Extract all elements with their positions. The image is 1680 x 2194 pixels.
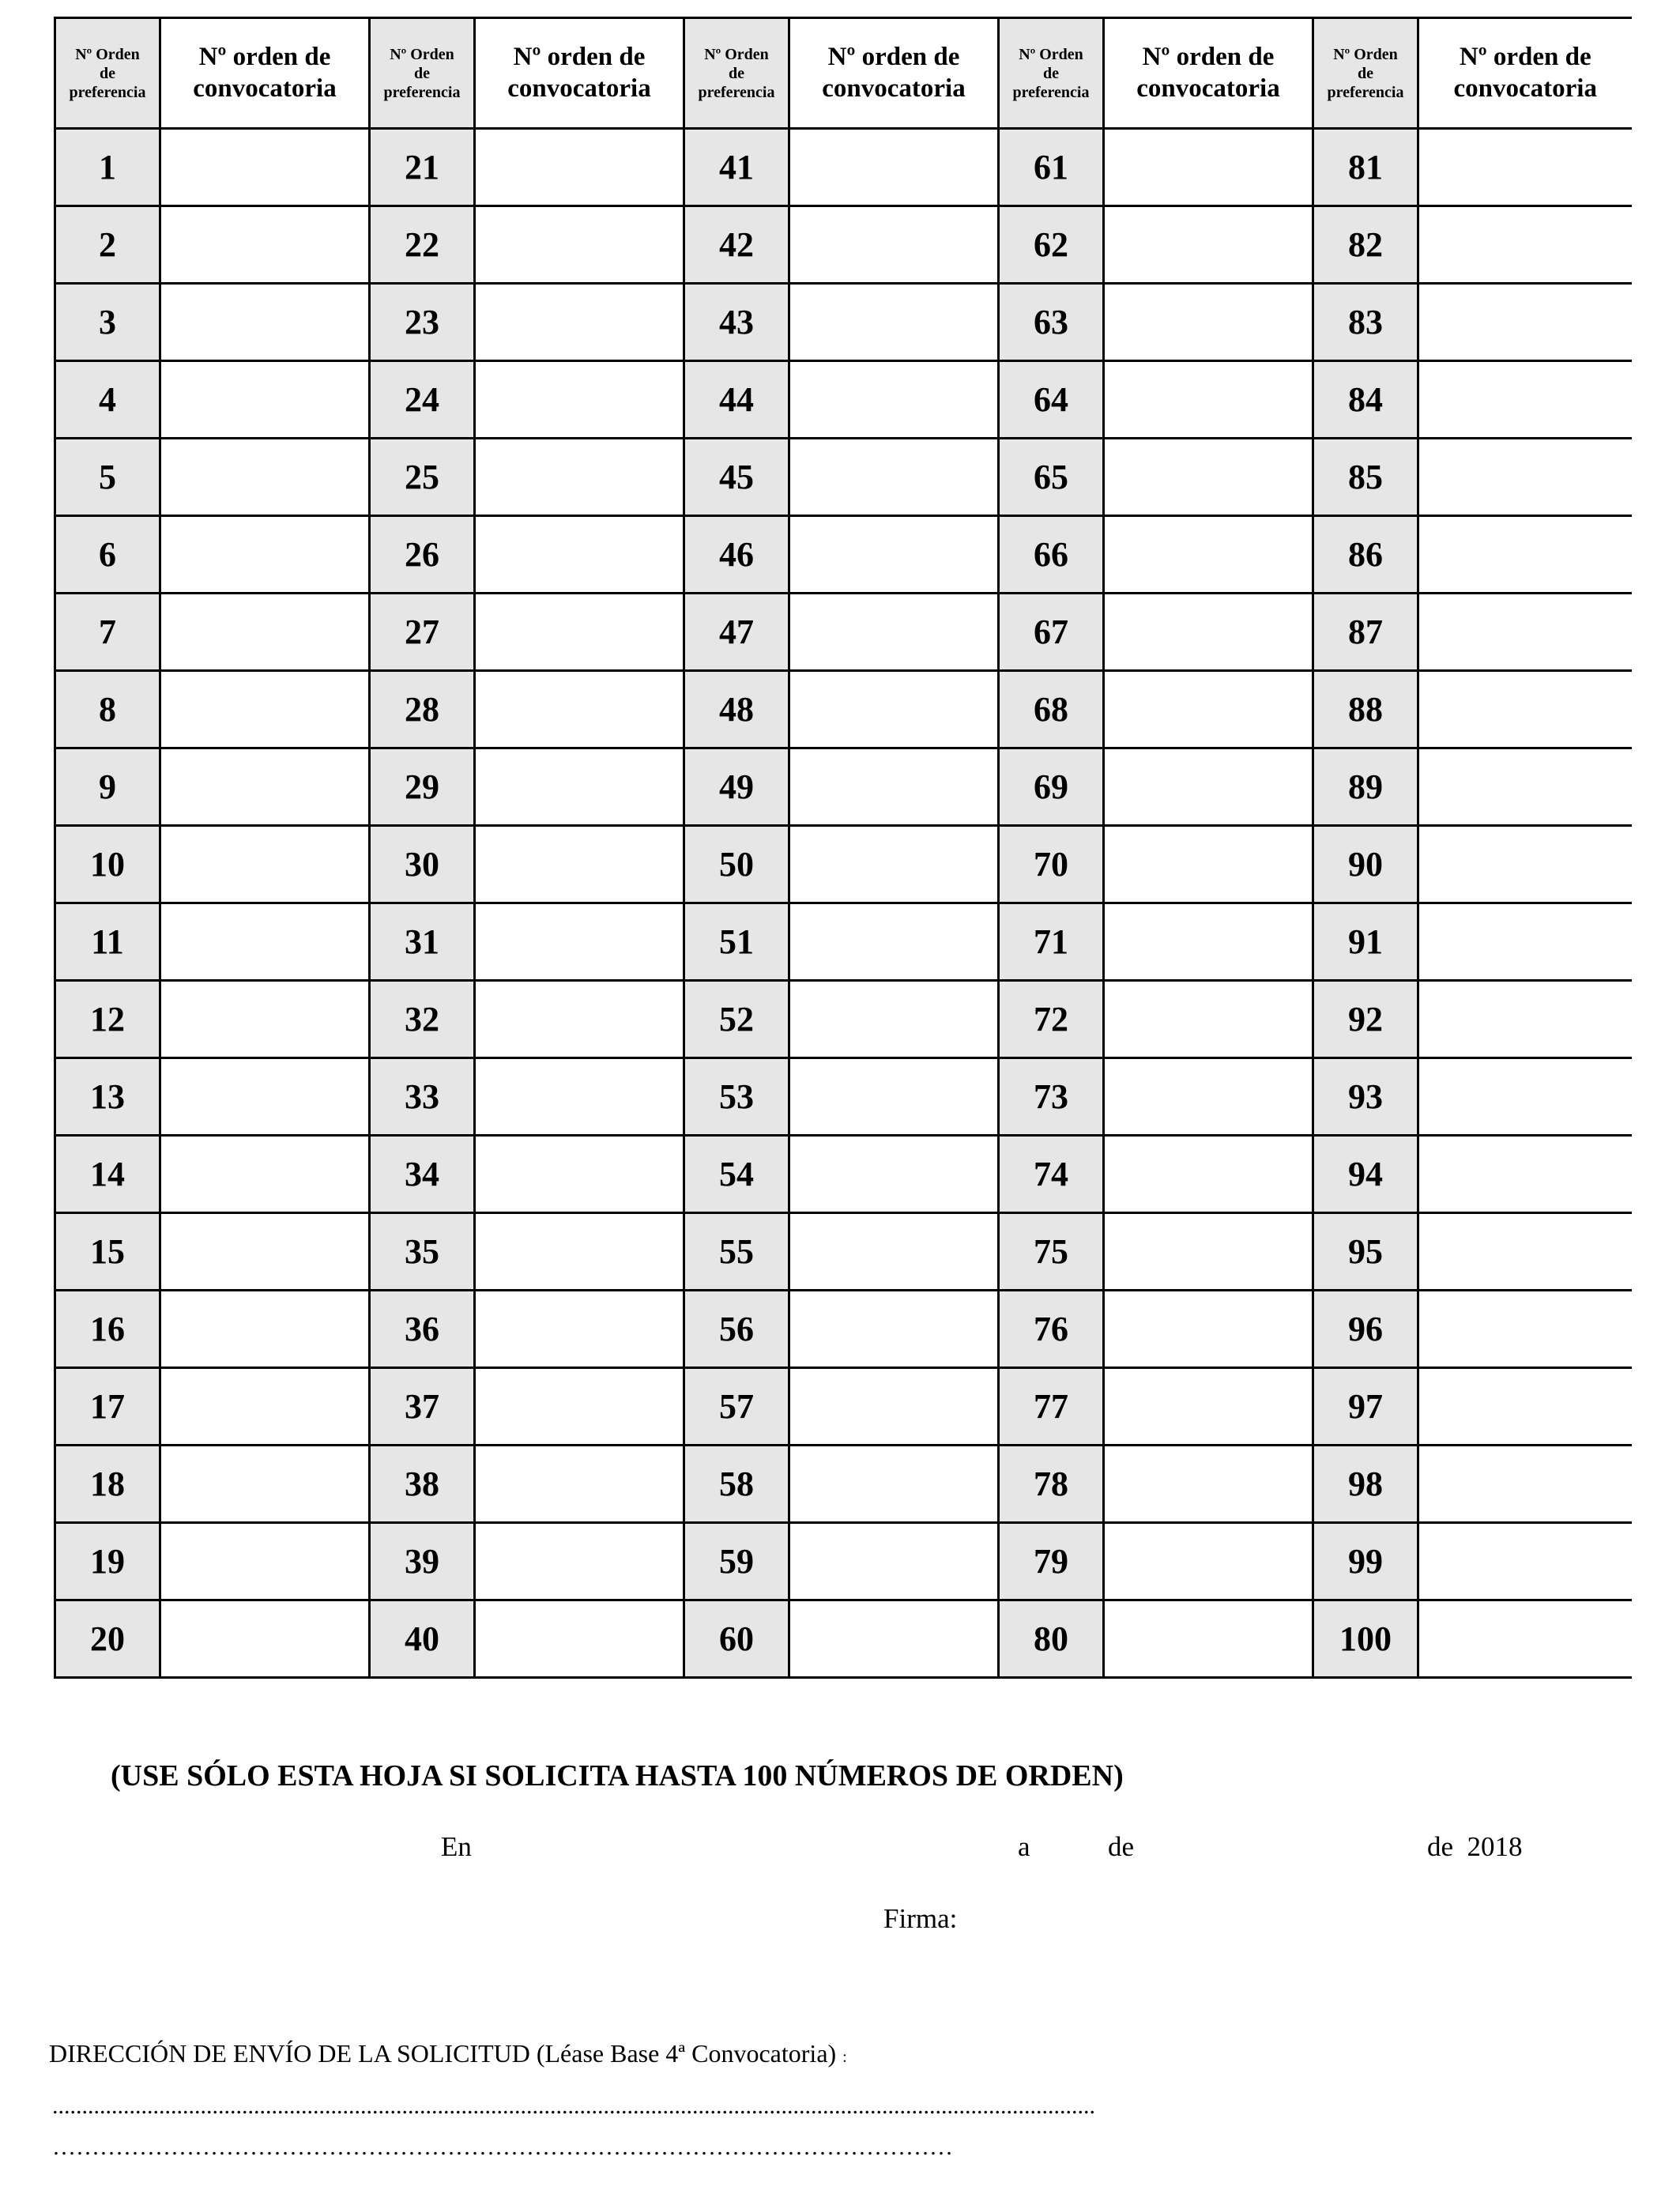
header-convocatoria-order-1: [160, 18, 370, 129]
preference-number-cell: 38: [370, 1446, 475, 1523]
convocatoria-entry-cell[interactable]: [160, 1446, 370, 1523]
table-row: [55, 671, 1632, 748]
table-row: [55, 903, 1632, 981]
header-convocatoria-order-3: [789, 18, 999, 129]
convocatoria-entry-cell[interactable]: [789, 1368, 999, 1446]
convocatoria-entry-cell[interactable]: [789, 981, 999, 1058]
preference-number-cell: 58: [684, 1446, 789, 1523]
header-conv-line: Nº orden de: [513, 42, 646, 71]
preference-number-cell: 82: [1313, 206, 1418, 284]
preference-number-cell: 16: [55, 1291, 160, 1368]
preference-number-cell: 59: [684, 1523, 789, 1600]
convocatoria-entry-cell[interactable]: [160, 826, 370, 903]
preference-number-cell: 72: [999, 981, 1104, 1058]
convocatoria-entry-cell[interactable]: [1104, 981, 1313, 1058]
preference-number-cell: 36: [370, 1291, 475, 1368]
table-row: [55, 1136, 1632, 1213]
preference-number-cell: 33: [370, 1058, 475, 1136]
preference-number-cell: 28: [370, 671, 475, 748]
convocatoria-entry-cell[interactable]: [1418, 594, 1632, 671]
convocatoria-entry-cell[interactable]: [475, 671, 684, 748]
table-body: [55, 129, 1632, 1678]
convocatoria-entry-cell[interactable]: [1104, 1058, 1313, 1136]
convocatoria-entry-cell[interactable]: [475, 1600, 684, 1678]
convocatoria-entry-cell[interactable]: [789, 361, 999, 439]
preference-number-cell: 68: [999, 671, 1104, 748]
header-pref-line: Nº Orden: [75, 45, 140, 63]
convocatoria-entry-cell[interactable]: [1104, 129, 1313, 206]
convocatoria-entry-cell[interactable]: [160, 1136, 370, 1213]
convocatoria-entry-cell[interactable]: [475, 826, 684, 903]
convocatoria-entry-cell[interactable]: [789, 439, 999, 516]
preference-number-cell: 90: [1313, 826, 1418, 903]
address-label-colon: :: [842, 2049, 847, 2066]
table-row: [55, 594, 1632, 671]
preference-number-cell: 99: [1313, 1523, 1418, 1600]
preference-number-cell: 13: [55, 1058, 160, 1136]
preference-number-cell: 92: [1313, 981, 1418, 1058]
convocatoria-entry-cell[interactable]: [1418, 1291, 1632, 1368]
convocatoria-entry-cell[interactable]: [160, 1523, 370, 1600]
convocatoria-entry-cell[interactable]: [1418, 903, 1632, 981]
date-en-label: En: [441, 1831, 472, 1862]
convocatoria-entry-cell[interactable]: [1104, 1523, 1313, 1600]
preference-number-cell: 37: [370, 1368, 475, 1446]
table-row: [55, 129, 1632, 206]
date-a-label: a: [1018, 1831, 1030, 1862]
preference-number-cell: 3: [55, 284, 160, 361]
convocatoria-entry-cell[interactable]: [1418, 1136, 1632, 1213]
header-pref-line: de: [414, 64, 430, 82]
convocatoria-entry-cell[interactable]: [789, 748, 999, 826]
convocatoria-entry-cell[interactable]: [1418, 129, 1632, 206]
preference-number-cell: 24: [370, 361, 475, 439]
signature-label: Firma:: [883, 1903, 958, 1934]
table-row: [55, 1600, 1632, 1678]
preference-number-cell: 94: [1313, 1136, 1418, 1213]
preference-number-cell: 96: [1313, 1291, 1418, 1368]
convocatoria-entry-cell[interactable]: [1418, 206, 1632, 284]
preference-number-cell: 70: [999, 826, 1104, 903]
preference-number-cell: 14: [55, 1136, 160, 1213]
convocatoria-entry-cell[interactable]: [789, 1213, 999, 1291]
header-convocatoria-order-2: [475, 18, 684, 129]
convocatoria-entry-cell[interactable]: [789, 594, 999, 671]
preference-number-cell: 89: [1313, 748, 1418, 826]
table-row: [55, 1213, 1632, 1291]
preference-number-cell: 15: [55, 1213, 160, 1291]
convocatoria-entry-cell[interactable]: [789, 671, 999, 748]
convocatoria-entry-cell[interactable]: [160, 1600, 370, 1678]
preference-number-cell: 47: [684, 594, 789, 671]
convocatoria-entry-cell[interactable]: [160, 981, 370, 1058]
preference-number-cell: 21: [370, 129, 475, 206]
preference-number-cell: 29: [370, 748, 475, 826]
preference-number-cell: 8: [55, 671, 160, 748]
preference-number-cell: 42: [684, 206, 789, 284]
convocatoria-entry-cell[interactable]: [1418, 671, 1632, 748]
convocatoria-entry-cell[interactable]: [1418, 1213, 1632, 1291]
header-preference-order-5: [1313, 18, 1418, 129]
header-pref-line: preferencia: [1327, 83, 1404, 101]
preference-number-cell: 10: [55, 826, 160, 903]
convocatoria-entry-cell[interactable]: [1104, 1600, 1313, 1678]
convocatoria-entry-cell[interactable]: [160, 439, 370, 516]
header-pref-line: de: [1043, 64, 1059, 82]
table-row: [55, 206, 1632, 284]
table-row: [55, 981, 1632, 1058]
preference-number-cell: 57: [684, 1368, 789, 1446]
preference-number-cell: 43: [684, 284, 789, 361]
preference-number-cell: 65: [999, 439, 1104, 516]
usage-note: (USE SÓLO ESTA HOJA SI SOLICITA HASTA 100 NÚMEROS DE ORDEN): [111, 1759, 1124, 1793]
convocatoria-entry-cell[interactable]: [475, 1213, 684, 1291]
date-de-label: de: [1108, 1831, 1135, 1862]
preference-number-cell: 44: [684, 361, 789, 439]
header-conv-line: Nº orden de: [198, 42, 331, 71]
convocatoria-entry-cell[interactable]: [475, 1368, 684, 1446]
preference-number-cell: 73: [999, 1058, 1104, 1136]
preference-number-cell: 95: [1313, 1213, 1418, 1291]
convocatoria-entry-cell[interactable]: [475, 439, 684, 516]
address-line-1[interactable]: ................................................................................................................................................................................: [52, 2093, 1095, 2119]
convocatoria-entry-cell[interactable]: [789, 1058, 999, 1136]
preference-number-cell: 46: [684, 516, 789, 594]
preference-number-cell: 63: [999, 284, 1104, 361]
preference-number-cell: 98: [1313, 1446, 1418, 1523]
convocatoria-entry-cell[interactable]: [1104, 903, 1313, 981]
preference-number-cell: 20: [55, 1600, 160, 1678]
preference-number-cell: 34: [370, 1136, 475, 1213]
preference-number-cell: 53: [684, 1058, 789, 1136]
convocatoria-entry-cell[interactable]: [1104, 1446, 1313, 1523]
convocatoria-entry-cell[interactable]: [160, 1291, 370, 1368]
preference-number-cell: 12: [55, 981, 160, 1058]
convocatoria-entry-cell[interactable]: [160, 594, 370, 671]
convocatoria-entry-cell[interactable]: [789, 1600, 999, 1678]
convocatoria-entry-cell[interactable]: [1418, 981, 1632, 1058]
convocatoria-entry-cell[interactable]: [789, 903, 999, 981]
header-conv-line: Nº orden de: [827, 42, 960, 71]
header-pref-line: preferencia: [69, 83, 146, 101]
preference-number-cell: 35: [370, 1213, 475, 1291]
header-pref-line: Nº Orden: [1019, 45, 1083, 63]
preference-number-cell: 84: [1313, 361, 1418, 439]
table-row: [55, 1368, 1632, 1446]
preference-number-cell: 19: [55, 1523, 160, 1600]
preference-number-cell: 80: [999, 1600, 1104, 1678]
table-row: [55, 1446, 1632, 1523]
convocatoria-entry-cell[interactable]: [1104, 206, 1313, 284]
preference-number-cell: 50: [684, 826, 789, 903]
preference-number-cell: 77: [999, 1368, 1104, 1446]
preference-number-cell: 31: [370, 903, 475, 981]
convocatoria-entry-cell[interactable]: [475, 284, 684, 361]
preference-number-cell: 32: [370, 981, 475, 1058]
convocatoria-entry-cell[interactable]: [1104, 439, 1313, 516]
preference-number-cell: 85: [1313, 439, 1418, 516]
preference-number-cell: 64: [999, 361, 1104, 439]
convocatoria-entry-cell[interactable]: [1104, 1213, 1313, 1291]
preference-number-cell: 76: [999, 1291, 1104, 1368]
convocatoria-entry-cell[interactable]: [160, 361, 370, 439]
preference-number-cell: 62: [999, 206, 1104, 284]
convocatoria-entry-cell[interactable]: [475, 594, 684, 671]
preference-number-cell: 93: [1313, 1058, 1418, 1136]
date-year-label: de 2018: [1427, 1831, 1523, 1862]
preference-number-cell: 2: [55, 206, 160, 284]
preference-number-cell: 71: [999, 903, 1104, 981]
convocatoria-entry-cell[interactable]: [1104, 1368, 1313, 1446]
preference-number-cell: 81: [1313, 129, 1418, 206]
preference-number-cell: 27: [370, 594, 475, 671]
convocatoria-entry-cell[interactable]: [789, 1136, 999, 1213]
preference-number-cell: 48: [684, 671, 789, 748]
preference-number-cell: 51: [684, 903, 789, 981]
convocatoria-entry-cell[interactable]: [1418, 1368, 1632, 1446]
convocatoria-entry-cell[interactable]: [160, 903, 370, 981]
convocatoria-entry-cell[interactable]: [1418, 361, 1632, 439]
preference-number-cell: 41: [684, 129, 789, 206]
header-conv-line: convocatoria: [507, 74, 651, 103]
preference-number-cell: 30: [370, 826, 475, 903]
preference-number-cell: 66: [999, 516, 1104, 594]
preference-number-cell: 11: [55, 903, 160, 981]
convocatoria-entry-cell[interactable]: [789, 826, 999, 903]
table-row: [55, 439, 1632, 516]
convocatoria-entry-cell[interactable]: [475, 206, 684, 284]
preference-number-cell: 56: [684, 1291, 789, 1368]
convocatoria-entry-cell[interactable]: [1104, 284, 1313, 361]
header-pref-line: Nº Orden: [704, 45, 769, 63]
convocatoria-entry-cell[interactable]: [160, 129, 370, 206]
convocatoria-entry-cell[interactable]: [789, 1291, 999, 1368]
table-row: [55, 361, 1632, 439]
header-convocatoria-order-5: [1418, 18, 1632, 129]
table-row: [55, 284, 1632, 361]
convocatoria-entry-cell[interactable]: [160, 206, 370, 284]
convocatoria-entry-cell[interactable]: [160, 1368, 370, 1446]
preference-number-cell: 61: [999, 129, 1104, 206]
header-pref-line: preferencia: [1012, 83, 1090, 101]
convocatoria-entry-cell[interactable]: [1104, 826, 1313, 903]
preference-number-cell: 23: [370, 284, 475, 361]
header-conv-line: convocatoria: [1453, 74, 1597, 103]
header-conv-line: Nº orden de: [1142, 42, 1275, 71]
header-pref-line: preferencia: [383, 83, 461, 101]
convocatoria-entry-cell[interactable]: [789, 129, 999, 206]
preference-number-cell: 55: [684, 1213, 789, 1291]
preference-number-cell: 5: [55, 439, 160, 516]
preference-number-cell: 17: [55, 1368, 160, 1446]
header-pref-line: Nº Orden: [1333, 45, 1398, 63]
address-label: [49, 2039, 847, 2068]
convocatoria-entry-cell[interactable]: [160, 671, 370, 748]
convocatoria-entry-cell[interactable]: [1418, 1523, 1632, 1600]
table-row: [55, 516, 1632, 594]
convocatoria-entry-cell[interactable]: [1418, 826, 1632, 903]
preference-number-cell: 87: [1313, 594, 1418, 671]
preference-number-cell: 25: [370, 439, 475, 516]
convocatoria-entry-cell[interactable]: [475, 1446, 684, 1523]
preference-number-cell: 49: [684, 748, 789, 826]
convocatoria-entry-cell[interactable]: [475, 981, 684, 1058]
convocatoria-entry-cell[interactable]: [475, 516, 684, 594]
convocatoria-entry-cell[interactable]: [1418, 748, 1632, 826]
header-conv-line: convocatoria: [193, 74, 337, 103]
preference-number-cell: 74: [999, 1136, 1104, 1213]
convocatoria-entry-cell[interactable]: [1104, 748, 1313, 826]
preference-number-cell: 86: [1313, 516, 1418, 594]
preference-number-cell: 91: [1313, 903, 1418, 981]
preference-number-cell: 60: [684, 1600, 789, 1678]
convocatoria-entry-cell[interactable]: [475, 361, 684, 439]
convocatoria-entry-cell[interactable]: [475, 129, 684, 206]
preference-number-cell: 39: [370, 1523, 475, 1600]
preference-number-cell: 22: [370, 206, 475, 284]
convocatoria-entry-cell[interactable]: [789, 516, 999, 594]
table-row: [55, 748, 1632, 826]
header-preference-order-3: [684, 18, 789, 129]
preference-number-cell: 9: [55, 748, 160, 826]
convocatoria-entry-cell[interactable]: [1418, 439, 1632, 516]
convocatoria-entry-cell[interactable]: [1418, 1600, 1632, 1678]
convocatoria-entry-cell[interactable]: [160, 516, 370, 594]
header-pref-line: de: [729, 64, 744, 82]
convocatoria-entry-cell[interactable]: [1104, 361, 1313, 439]
header-preference-order-2: [370, 18, 475, 129]
convocatoria-entry-cell[interactable]: [475, 1136, 684, 1213]
header-pref-line: Nº Orden: [390, 45, 454, 63]
preference-number-cell: 40: [370, 1600, 475, 1678]
preference-number-cell: 79: [999, 1523, 1104, 1600]
header-pref-line: de: [100, 64, 115, 82]
preference-number-cell: 69: [999, 748, 1104, 826]
preference-number-cell: 4: [55, 361, 160, 439]
preference-number-cell: 26: [370, 516, 475, 594]
convocatoria-entry-cell[interactable]: [789, 206, 999, 284]
preference-number-cell: 52: [684, 981, 789, 1058]
convocatoria-entry-cell[interactable]: [789, 1523, 999, 1600]
convocatoria-entry-cell[interactable]: [160, 284, 370, 361]
preference-number-cell: 97: [1313, 1368, 1418, 1446]
address-label-text: DIRECCIÓN DE ENVÍO DE LA SOLICITUD (Léase Base 4ª Convocatoria): [49, 2039, 837, 2068]
convocatoria-entry-cell[interactable]: [1418, 516, 1632, 594]
convocatoria-entry-cell[interactable]: [1104, 1136, 1313, 1213]
preference-number-cell: 45: [684, 439, 789, 516]
header-conv-line: convocatoria: [822, 74, 966, 103]
table-header-row: [55, 18, 1632, 129]
header-preference-order-1: [55, 18, 160, 129]
convocatoria-entry-cell[interactable]: [160, 748, 370, 826]
convocatoria-entry-cell[interactable]: [1104, 516, 1313, 594]
preference-number-cell: 6: [55, 516, 160, 594]
table-row: [55, 1058, 1632, 1136]
header-conv-line: convocatoria: [1136, 74, 1280, 103]
header-conv-line: Nº orden de: [1459, 42, 1591, 71]
preference-number-cell: 78: [999, 1446, 1104, 1523]
convocatoria-entry-cell[interactable]: [1104, 671, 1313, 748]
convocatoria-entry-cell[interactable]: [160, 1058, 370, 1136]
table-row: [55, 1523, 1632, 1600]
convocatoria-entry-cell[interactable]: [475, 903, 684, 981]
header-pref-line: preferencia: [698, 83, 775, 101]
preference-number-cell: 83: [1313, 284, 1418, 361]
preference-number-cell: 100: [1313, 1600, 1418, 1678]
convocatoria-entry-cell[interactable]: [475, 1058, 684, 1136]
preference-number-cell: 1: [55, 129, 160, 206]
preference-number-cell: 18: [55, 1446, 160, 1523]
convocatoria-entry-cell[interactable]: [160, 1213, 370, 1291]
preference-number-cell: 67: [999, 594, 1104, 671]
convocatoria-entry-cell[interactable]: [789, 1446, 999, 1523]
preference-order-table: [54, 17, 1632, 1679]
header-convocatoria-order-4: [1104, 18, 1313, 129]
convocatoria-entry-cell[interactable]: [1418, 1058, 1632, 1136]
table-row: [55, 826, 1632, 903]
convocatoria-entry-cell[interactable]: [1104, 594, 1313, 671]
convocatoria-entry-cell[interactable]: [1418, 284, 1632, 361]
convocatoria-entry-cell[interactable]: [1104, 1291, 1313, 1368]
convocatoria-entry-cell[interactable]: [789, 284, 999, 361]
convocatoria-entry-cell[interactable]: [475, 748, 684, 826]
convocatoria-entry-cell[interactable]: [475, 1291, 684, 1368]
header-pref-line: de: [1358, 64, 1373, 82]
convocatoria-entry-cell[interactable]: [1418, 1446, 1632, 1523]
preference-number-cell: 88: [1313, 671, 1418, 748]
header-preference-order-4: [999, 18, 1104, 129]
preference-number-cell: 7: [55, 594, 160, 671]
preference-number-cell: 75: [999, 1213, 1104, 1291]
convocatoria-entry-cell[interactable]: [475, 1523, 684, 1600]
address-line-2[interactable]: ……………………………………………………………………………………………………: [52, 2134, 953, 2160]
preference-number-cell: 54: [684, 1136, 789, 1213]
table-row: [55, 1291, 1632, 1368]
